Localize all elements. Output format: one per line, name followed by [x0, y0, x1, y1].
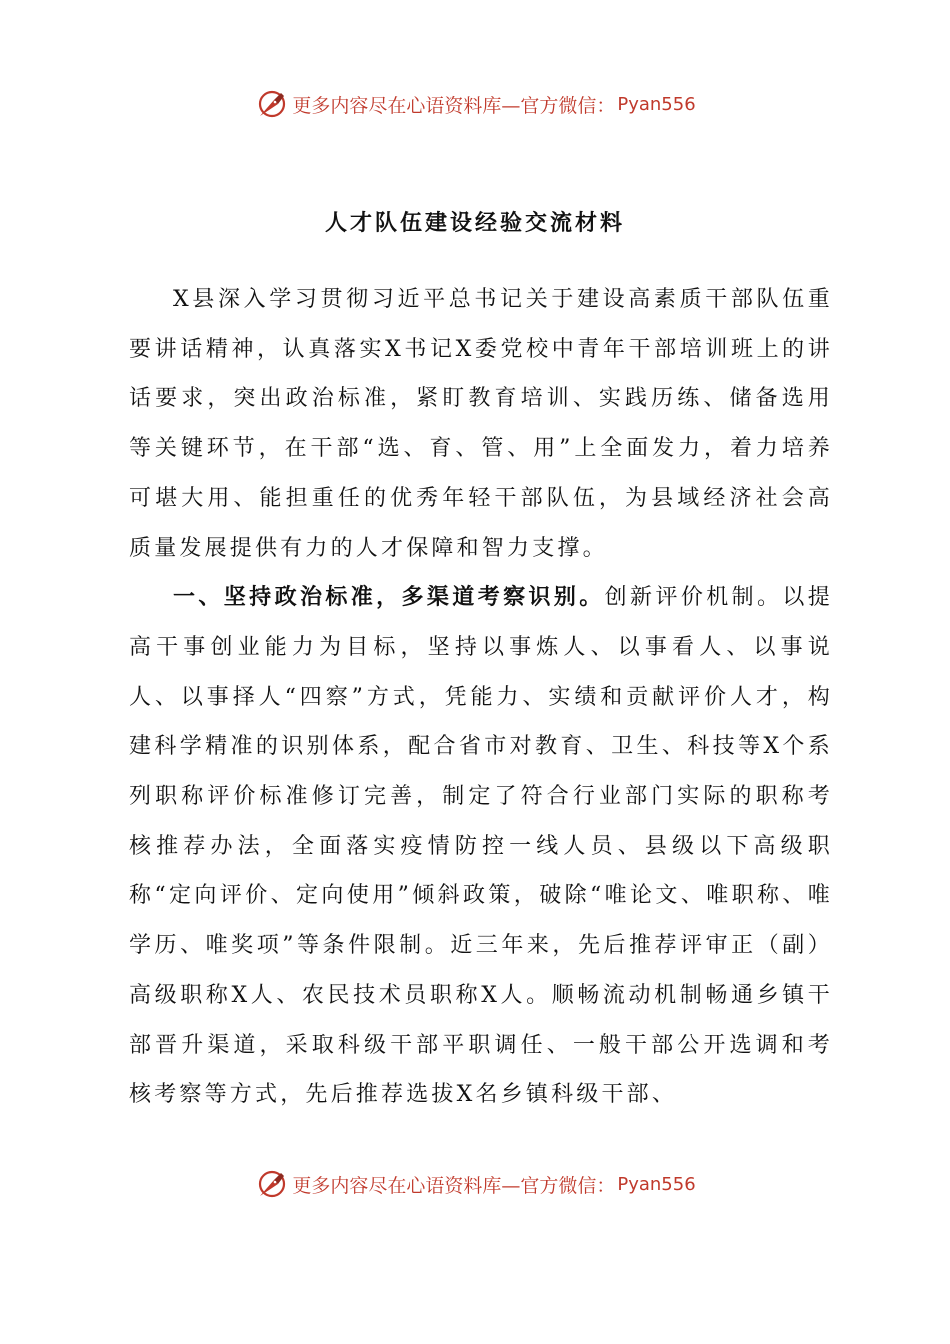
section-1-body: 创新评价机制。以提高干事创业能力为目标，坚持以事炼人、以事看人、以事说人、以事择人“四察”方式，凭能力、实绩和贡献评价人才，构建科学精准的识别体系，配合省市对教育、卫生、科技等X个系列职称评价标准修订完善，制定了符合行业部门实际的职称考核推荐办法，全面落实疫情防控一线人员、县级以下高级职称“定向评价、定向使用”倾斜政策，破除“唯论文、唯职称、唯学历、唯奖项”等条件限制。近三年来，先后推荐评审正（副）高级职称X人、农民技术员职称X人。顺畅流动机制畅通乡镇干部晋升渠道，采取科级干部平职调任、一般干部公开选调和考核考察等方式，先后推荐选拔X名乡镇科级干部、 [129, 585, 833, 1108]
intro-paragraph: X县深入学习贯彻习近平总书记关于建设高素质干部队伍重要讲话精神，认真落实X书记X委党校中青年干部培训班上的讲话要求，突出政治标准，紧盯教育培训、实践历练、储备选用等关键环节，在干部“选、育、管、用”上全面发力，着力培养可堪大用、能担重任的优秀年轻干部队伍，为县域经济社会高质量发展提供有力的人才保障和智力支撑。 [129, 287, 833, 561]
section-1-paragraph [129, 573, 833, 1120]
section-1-heading: 一、坚持政治标准，多渠道考察识别。 [173, 584, 605, 611]
fountain-pen-nib-icon [254, 1166, 290, 1202]
watermark-banner-top [0, 84, 950, 124]
watermark-site-text: 更多内容尽在心语资料库—官方微信： [292, 1174, 616, 1197]
watermark-wechat-id: Pyan556 [617, 93, 696, 115]
watermark-banner-bottom [0, 1164, 950, 1204]
document-title: 人才队伍建设经验交流材料 [324, 210, 625, 236]
watermark-wechat-id: Pyan556 [617, 1173, 696, 1195]
document-body [129, 275, 833, 1120]
fountain-pen-nib-icon [254, 86, 290, 122]
watermark-site-text: 更多内容尽在心语资料库—官方微信： [292, 94, 616, 117]
